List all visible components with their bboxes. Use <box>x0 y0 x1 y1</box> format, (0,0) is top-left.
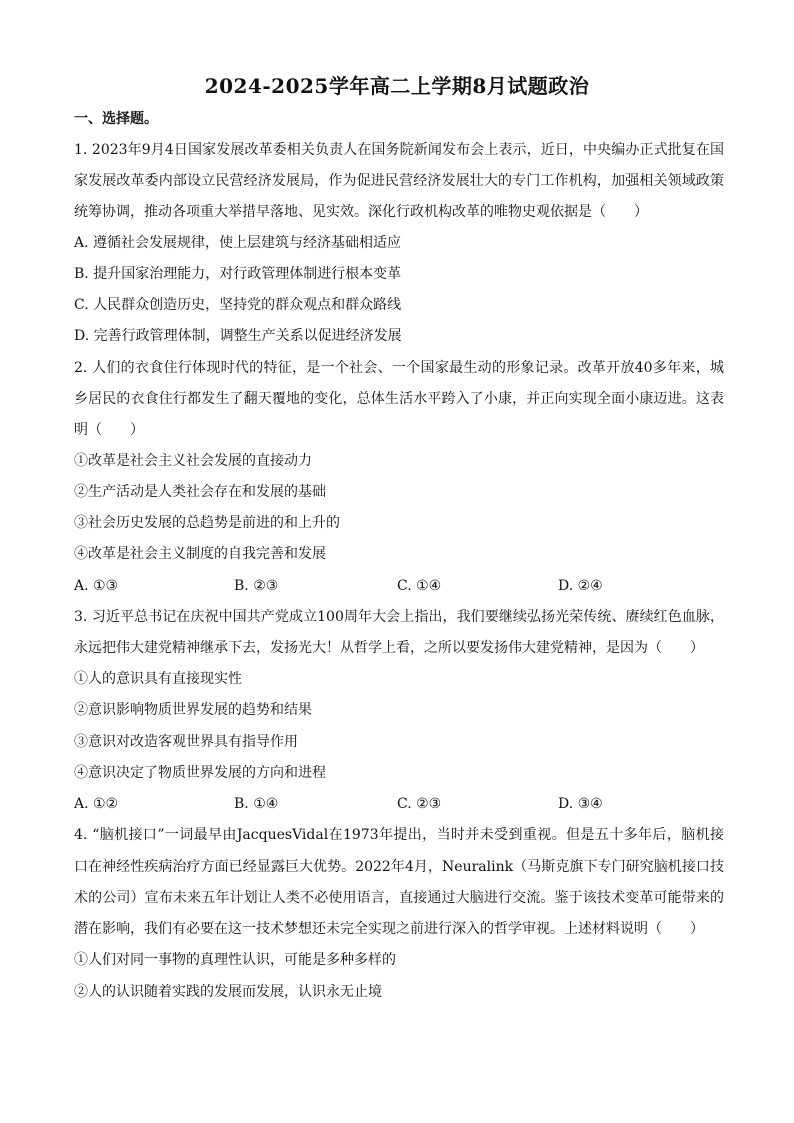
q1-stem-line-1: 1. 2023年9月4日国家发展改革委相关负责人在国务院新闻发布会上表示，近日，中央编办正式批复在国 <box>74 142 724 158</box>
q2-statement-4: ④改革是社会主义制度的自我完善和发展 <box>74 546 326 562</box>
q2-statement-2: ②生产活动是人类社会存在和发展的基础 <box>74 484 326 500</box>
q2-answer-d: D. ②④ <box>558 578 603 594</box>
q2-statement-3: ③社会历史发展的总趋势是前进的和上升的 <box>74 515 340 531</box>
q3-answer-c: C. ②③ <box>397 796 442 812</box>
q1-option-c: C. 人民群众创造历史，坚持党的群众观点和群众路线 <box>74 297 402 313</box>
q2-stem-line-2: 乡居民的衣食住行都发生了翻天覆地的变化，总体生活水平跨入了小康，并正向实现全面小康迈进。这表 <box>74 391 724 407</box>
q1-option-b: B. 提升国家治理能力，对行政管理体制进行根本变革 <box>74 266 402 282</box>
q2-statement-1: ①改革是社会主义社会发展的直接动力 <box>74 453 312 469</box>
q2-stem-line-1: 2. 人们的衣食住行体现时代的特征，是一个社会、一个国家最生动的形象记录。改革开放40多年来，城 <box>74 360 724 376</box>
q3-statement-3: ③意识对改造客观世界具有指导作用 <box>74 734 298 750</box>
q2-answer-c: C. ①④ <box>397 578 442 594</box>
section-heading: 一、选择题。 <box>74 111 158 127</box>
q1-stem-line-3: 统筹协调，推动各项重大举措早落地、见实效。深化行政机构改革的唯物史观依据是（ ） <box>74 204 648 220</box>
q3-statement-4: ④意识决定了物质世界发展的方向和进程 <box>74 765 326 781</box>
q2-answer-a: A. ①③ <box>74 578 119 594</box>
q3-answer-d: D. ③④ <box>558 796 603 812</box>
page-title: 2024-2025学年高二上学期8月试题政治 <box>204 74 590 98</box>
q3-stem-line-1: 3. 习近平总书记在庆祝中国共产党成立100周年大会上指出，我们要继续弘扬光荣传统、赓续红色血脉， <box>74 609 724 625</box>
q1-option-d: D. 完善行政管理体制，调整生产关系以促进经济发展 <box>74 328 402 344</box>
q4-stem-line-1: 4. “脑机接口”一词最早由JacquesVidal在1973年提出，当时并未受到重视。但是五十多年后，脑机接 <box>74 827 724 843</box>
q3-stem-line-2: 永远把伟大建党精神继承下去，发扬光大！从哲学上看，之所以要发扬伟大建党精神，是因为（ ） <box>74 640 704 656</box>
q2-stem-line-3: 明（ ） <box>74 422 144 438</box>
q4-statement-1: ①人们对同一事物的真理性认识，可能是多种多样的 <box>74 952 396 968</box>
q4-stem-line-3: 术的公司）宣布未来五年计划让人类不必使用语言，直接通过大脑进行交流。鉴于该技术变革可能带来的 <box>74 890 724 906</box>
q2-answer-b: B. ②③ <box>234 578 279 594</box>
q4-stem-line-4: 潜在影响，我们有必要在这一技术梦想还未完全实现之前进行深入的哲学审视。上述材料说明（ ） <box>74 921 704 937</box>
q3-statement-1: ①人的意识具有直接现实性 <box>74 671 242 687</box>
q3-statement-2: ②意识影响物质世界发展的趋势和结果 <box>74 702 312 718</box>
q1-stem-line-2: 家发展改革委内部设立民营经济发展局，作为促进民营经济发展壮大的专门工作机构，加强相关领域政策 <box>74 173 724 189</box>
q4-statement-2: ②人的认识随着实践的发展而发展，认识永无止境 <box>74 984 382 1000</box>
q3-answer-a: A. ①② <box>74 796 119 812</box>
q4-stem-line-2: 口在神经性疾病治疗方面已经显露巨大优势。2022年4月，Neuralink（马斯克旗下专门研究脑机接口技 <box>74 859 724 875</box>
q3-answer-options <box>74 794 724 814</box>
q3-answer-b: B. ①④ <box>234 796 279 812</box>
q2-answer-options <box>74 576 724 596</box>
q1-option-a: A. 遵循社会发展规律，使上层建筑与经济基础相适应 <box>74 235 402 251</box>
